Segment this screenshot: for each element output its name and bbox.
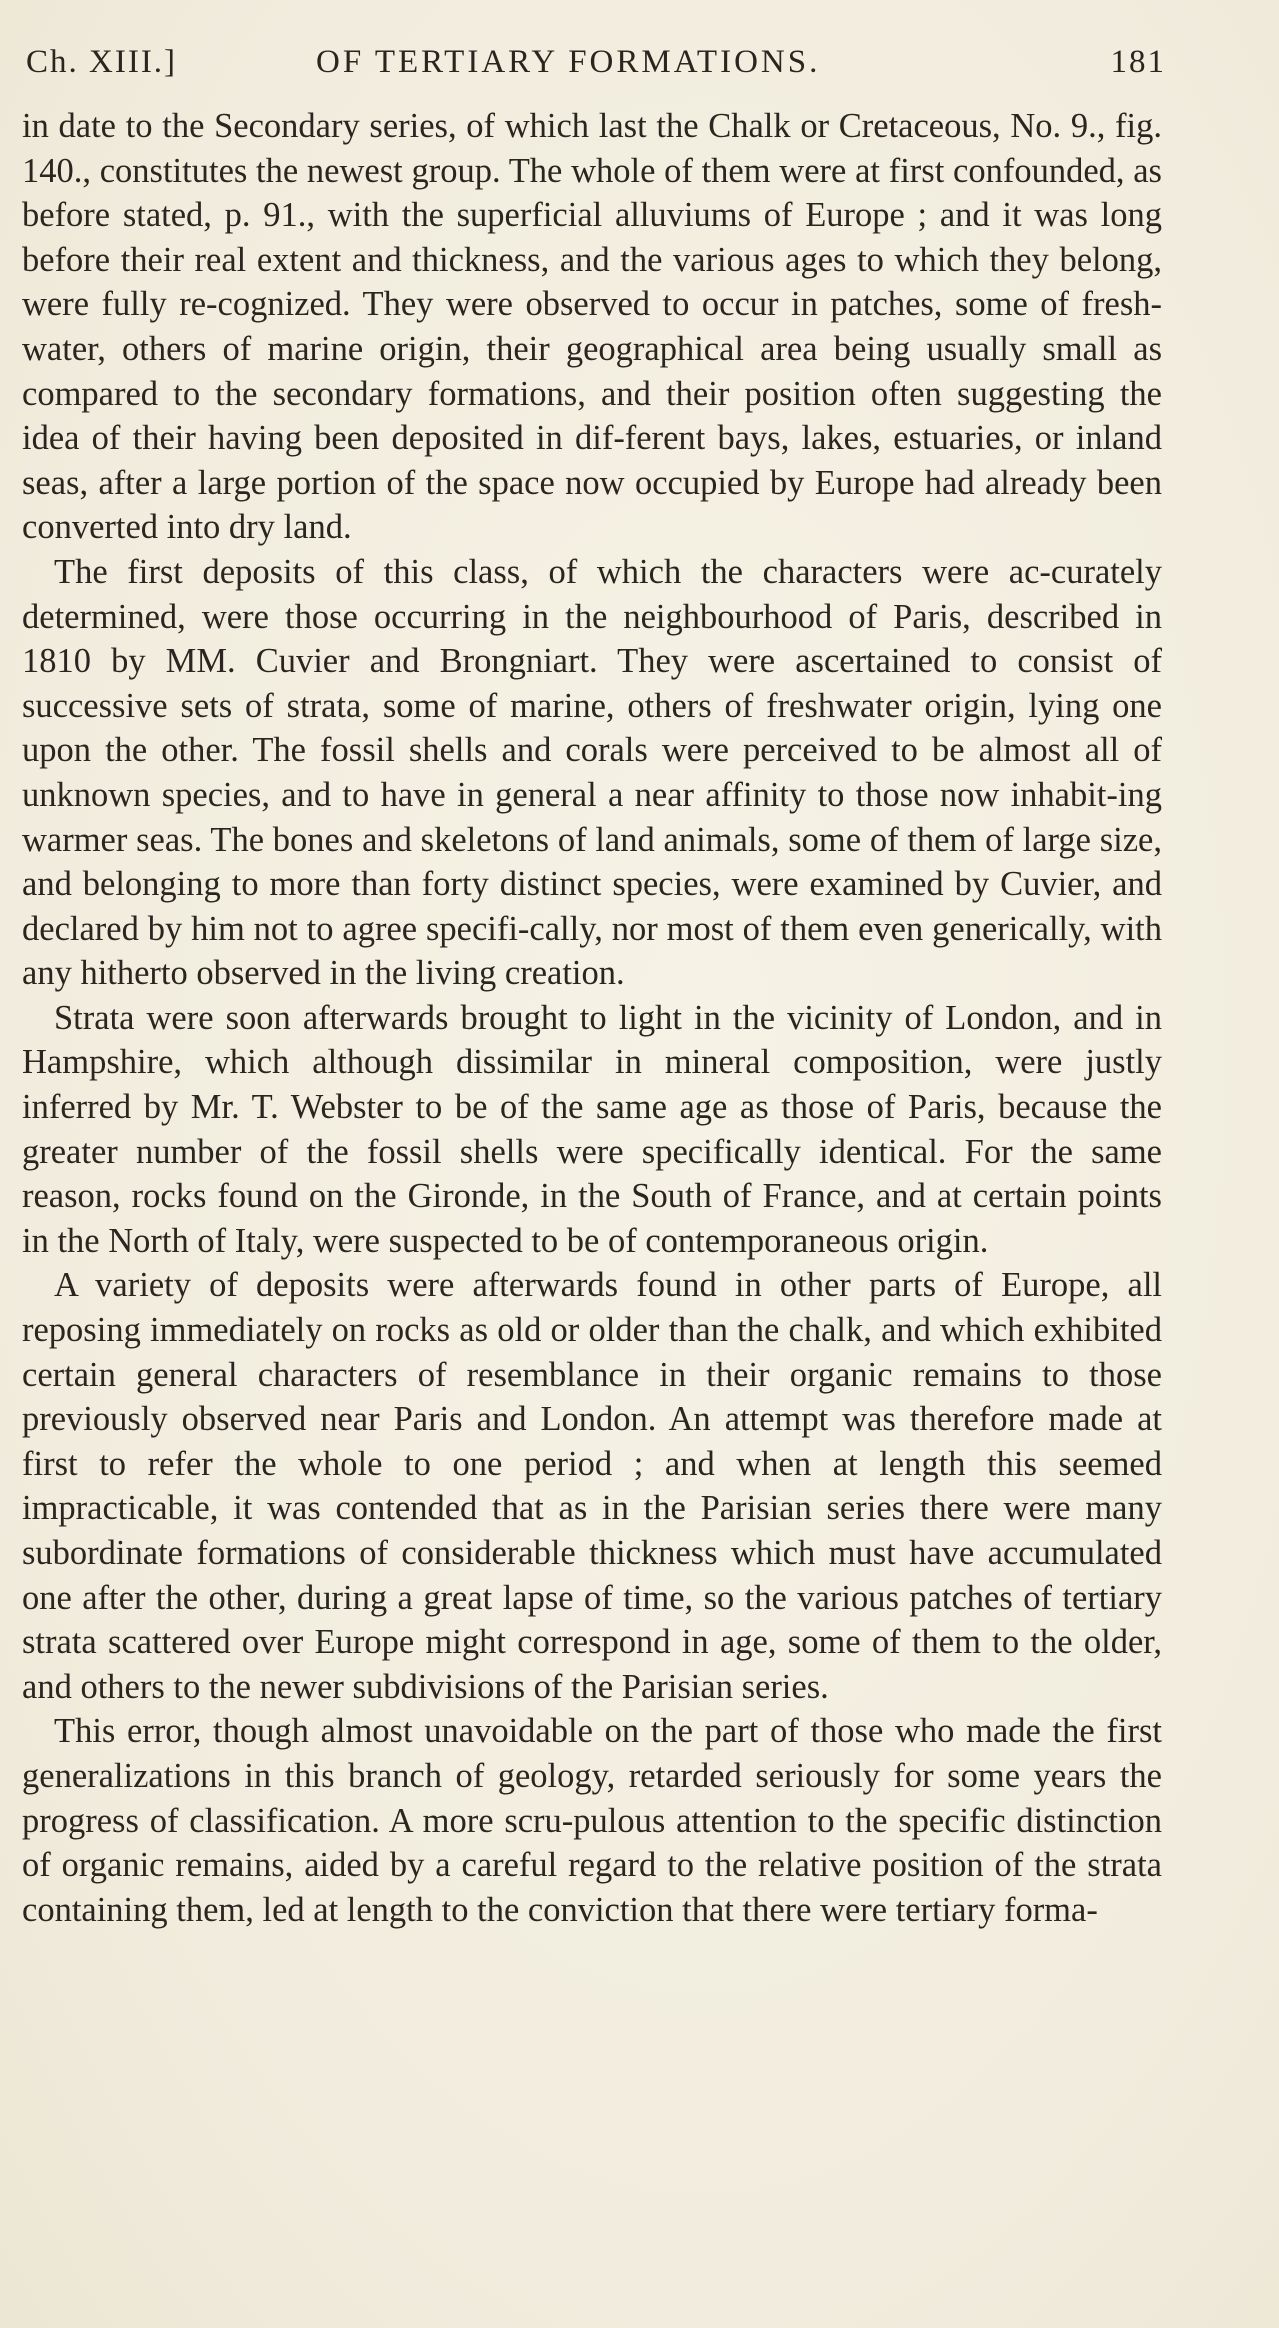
paragraph-paris-deposits: The first deposits of this class, of which the characters were ac-curately determined, were those occurring in the neighbourhood of Paris, described in 1810 by MM. Cuvier and Brongniart. They were ascertained to consist of successive sets of strata, some of marine, others of freshwater origin, lying one upon the other. The fossil shells and corals were perceived to be almost all of unknown species, and to have in general a near affinity to those now inhabit-ing warmer seas. The bones and skeletons of land animals, some of them of large size, and belonging to more than forty distinct species, were examined by Cuvier, and declared by him not to agree specifi-cally, nor most of them even generically, with any hitherto observed in the living creation. — [22, 552, 1162, 993]
page-number: 181 — [1110, 44, 1166, 80]
paragraph-classification-error: This error, though almost unavoidable on the part of those who made the first generalizations in this branch of geology, retarded seriously for some years the progress of classification. A more scru-pulous attention to the specific distinction of organic remains, aided by a careful regard to the relative position of the strata containing them, led at length to the conviction that there were tertiary forma- — [22, 1712, 1162, 1929]
paragraph-variety-of-deposits: A variety of deposits were afterwards found in other parts of Europe, all reposing immediately on rocks as old or older than the chalk, and which exhibited certain general characters of resemblance in their organic remains to those previously observed near Paris and London. An attempt was therefore made at first to refer the whole to one period ; and when at length this seemed impracticable, it was contended that as in the Parisian series there were many subordinate formations of considerable thickness which must have accumulated one after the other, during a great lapse of time, so the various patches of tertiary strata scattered over Europe might correspond in age, some of them to the older, and others to the newer subdivisions of the Parisian series. — [22, 1266, 1162, 1706]
running-title: OF TERTIARY FORMATIONS. — [316, 44, 821, 80]
running-head — [26, 44, 1166, 94]
paragraph-continued: in date to the Secondary series, of which last the Chalk or Cretaceous, No. 9., fig. 140., constitutes the newest group. The whole of them were at first confounded, as before stated, p. 91., with the superficial alluviums of Europe ; and it was long before their real extent and thickness, and the various ages to which they belong, were fully re-cognized. They were observed to occur in patches, some of fresh-water, others of marine origin, their geographical area being usually small as compared to the secondary formations, and their position often suggesting the idea of their having been deposited in dif-ferent bays, lakes, estuaries, or inland seas, after a large portion of the space now occupied by Europe had already been converted into dry land. — [22, 107, 1162, 547]
body-text — [22, 104, 1162, 1932]
chapter-reference: Ch. XIII.] — [26, 44, 178, 80]
paragraph-london-strata: Strata were soon afterwards brought to light in the vicinity of London, and in Hampshire, which although dissimilar in mineral composition, were justly inferred by Mr. T. Webster to be of the same age as those of Paris, because the greater number of the fossil shells were specifically identical. For the same reason, rocks found on the Gironde, in the South of France, and at certain points in the North of Italy, were suspected to be of contemporaneous origin. — [22, 998, 1162, 1260]
